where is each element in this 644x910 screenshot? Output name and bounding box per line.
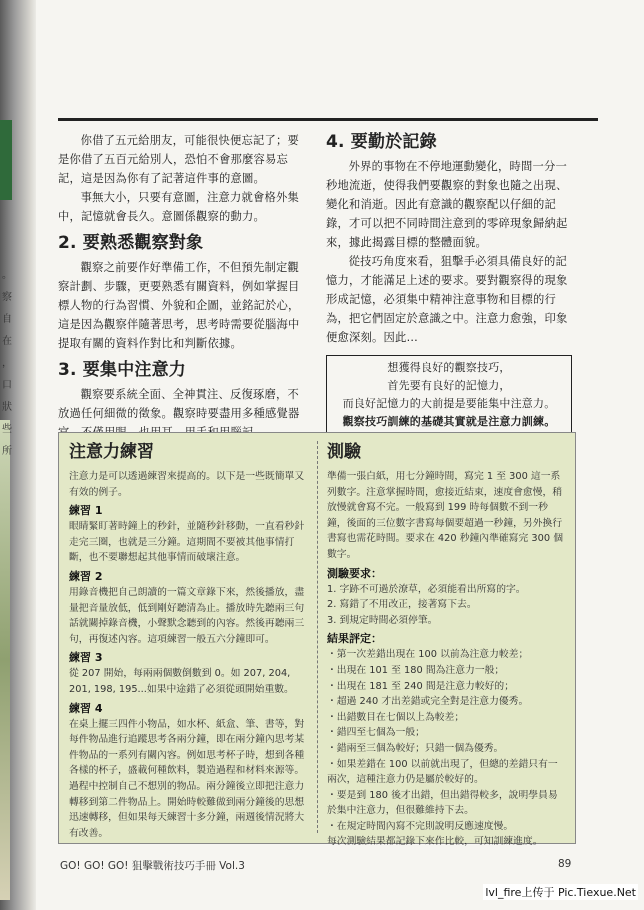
results-title: 結果評定：	[327, 632, 382, 646]
paragraph: 觀察之前要作好準備工作，不但預先制定觀察計劃、步驟，更要熟悉有關資料，例如掌握目標人物的行為習慣、外貌和企圖，並銘記於心，這是因為觀察伴隨著思考，思考時需要從腦海中提取有關的資料作對比和判斷依據。	[58, 261, 300, 350]
exercise-sidebar-box	[58, 432, 576, 848]
top-rule	[58, 118, 598, 121]
page-number: 89	[558, 858, 572, 870]
exercise-title: 練習 1	[69, 504, 103, 518]
section-heading: 4. 要勤於記錄	[326, 132, 437, 152]
paragraph: 觀察要系統全面、全神貫注、反復琢磨，不放過任何細微的徵象。觀察時要盡用多種感覺器	[58, 388, 300, 420]
box-title: 注意力練習	[69, 442, 154, 462]
box-divider	[317, 441, 318, 833]
test-column: 測驗 準備一張白紙，用七分鐘時間，寫完 1 至 300 這一系列數字。注意掌握時間，愈接近結束，速度會愈慢，稍放慢就會寫不完。一般寫到 199 時每個數不到一秒鐘，後面的三位數字書寫每個要超過一秒鐘，另外換行書寫也需花時間。要求在 420 秒鐘內準確寫完 300 個數字。 測驗要求： 1. 字跡不可過於潦草，必須能看出所寫的字。 2. 寫錯了不用改正，接著寫下去。 3. 到規定時間必須停筆。 結果評定： ・第一次差錯出現在 100 以前為注意力較差； ・出現在 101 至 180 間為注意力一般； ・出現在 181 至 240 間是注意力較好的； ・超過 240 才出差錯或完全對是注意力優秀。 ・出錯數目在七個以上為較差； ・錯四至七個為一般； ・錯兩至三個為較好；只錯一個為優秀。 ・如果差錯在 100 以前就出現了，但總的差錯只有一兩次，這種注意力仍是屬於較好的。 ・要是到 180 後才出錯，但出錯得較多，說明學員易於集中注意力，但很難維持下去。 ・在規定時間內寫不完則說明反應速度慢。 每次測驗結果都記錄下來作比較，可知訓練進度。	[327, 442, 563, 848]
spine-green-tab	[0, 120, 12, 200]
highlight-quote-box: 想獲得良好的觀察技巧， 首先要有良好的記憶力， 而良好記憶力的大前提是要能集中注意力。 觀察技巧訓練的基礎其實就是注意力訓練。	[326, 355, 572, 435]
footer-book-title: GO! GO! GO! 狙擊戰術技巧手冊 Vol.3	[60, 860, 245, 872]
exercise-title: 練習 2	[69, 569, 103, 583]
paragraph: 從技巧角度來看，狙擊手必須具備良好的記憶力，才能滿足上述的要求。要對觀察得的現象形成記憶，必須集中精神注意事物和目標的行為，把它們固定於意識之中。注意力愈強，印象便愈深刻。因此…	[326, 255, 568, 344]
attention-exercises-column: 注意力練習 注意力是可以透過練習來提高的。以下是一些既簡單又有效的例子。 練習 1 眼睛緊盯著時鐘上的秒針，並隨秒針移動，一直看秒針走完三圈，也就是三分鐘。這期間不要被其他事情打斷，也不要聯想起其他事情而破壞注意。 練習 2 用錄音機把自己朗讀的一篇文章錄下來，然後播放，盡量把音量放低，低到剛好聽清為止。播放時先聽兩三句話就關掉錄音機，小聲默念聽到的內容。然後再聽兩三句，再復述內容。這項練習一般五六分鐘即可。 練習 3 從 207 開始，每兩兩個數倒數到 0。如 207, 204, 201, 198, 195...如果中途錯了必須從頭開始重數。 練習 4 在桌上擺三四件小物品，如水杯、紙盒、筆、書等，對每件物品進行追蹤思考各兩分鐘，即在兩分鐘內思考某件物品的一系列有關內容。例如思考杯子時，想到各種各樣的杯子，盛載何種飲料，製造過程和材料來源等。過程中控制自己不想別的物品。兩分鐘後立即把注意力轉移到第二件物品上。開始時較難做到兩分鐘後的思想迅速轉移，但如果每天練習十多分鐘，兩週後情況將大有改善。	[69, 441, 309, 841]
exercise-title: 練習 4	[69, 701, 103, 715]
paragraph: 外界的事物在不停地運動變化，時間一分一秒地流逝，使得我們要觀察的對象也隨之出現、變化和消逝。因此有意識的觀察配以仔細的記錄，才可以把不同時間注意到的零碎現象歸納起來，據此揭露目標的整體面貌。	[326, 160, 568, 249]
previous-page-edge-text: 。 察 自 在 ， 口 狀 些 所	[2, 270, 12, 457]
exercise-title: 練習 3	[69, 651, 103, 665]
section-heading: 2. 要熟悉觀察對象	[58, 233, 204, 253]
right-text-column	[326, 131, 572, 435]
paragraph: 你借了五元給朋友，可能很快便忘記了；要是你借了五百元給別人，恐怕不會那麼容易忘記，這是因為你有了記著這件事的意圖。	[58, 134, 300, 185]
box-title: 測驗	[327, 442, 361, 462]
requirements-title: 測驗要求：	[327, 566, 382, 580]
left-text-column	[58, 131, 306, 442]
book-spine-shadow	[0, 0, 36, 910]
section-heading: 3. 要集中注意力	[58, 360, 187, 380]
watermark: lvl_fire上传于 Pic.Tiexue.Net	[485, 886, 636, 899]
paragraph: 事無大小，只要有意圖，注意力就會格外集中，記憶就會長久。意圖係觀察的動力。	[58, 191, 300, 223]
spine-photo-edge	[0, 420, 10, 900]
